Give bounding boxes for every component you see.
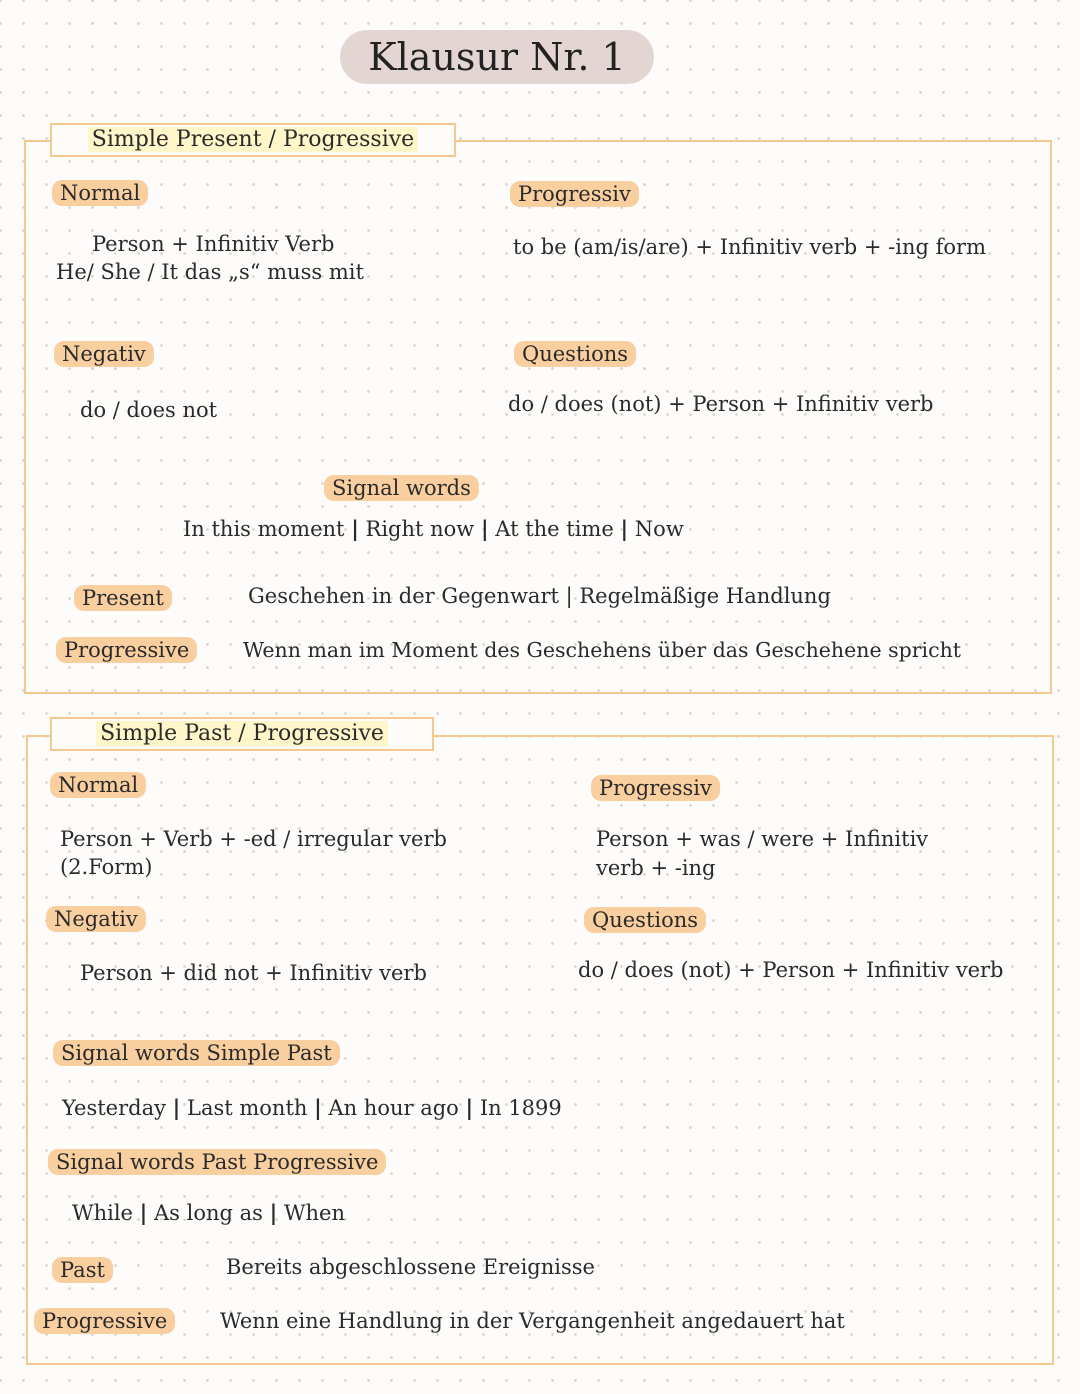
past-questions-label: Questions [584, 907, 706, 933]
past-negativ-rule: Person + did not + Infinitiv verb [80, 961, 427, 985]
signal-word: An hour ago [328, 1096, 459, 1120]
present-present-usage: Geschehen in der Gegenwart | Regelmäßige Handlung [248, 584, 831, 608]
present-negativ-rule: do / does not [80, 398, 218, 422]
past-prog-signal-label: Signal words Past Progressive [48, 1149, 386, 1175]
signal-word: Last month [187, 1096, 308, 1120]
section-past-heading: Simple Past / Progressive [96, 721, 388, 746]
signal-word: In this moment [183, 517, 345, 541]
signal-word: In 1899 [479, 1096, 562, 1120]
past-progressive-usage: Wenn eine Handlung in der Vergangenheit angedauert hat [220, 1309, 845, 1333]
signal-word: Now [634, 517, 684, 541]
present-negativ-label: Negativ [54, 341, 154, 367]
past-signal-label: Signal words Simple Past [53, 1040, 340, 1066]
past-progressive-label: Progressive [34, 1308, 175, 1334]
present-signal-words: In this moment | Right now | At the time | Now [183, 516, 684, 541]
section-past-tab [50, 717, 434, 751]
past-prog-signal-words: While | As long as | When [72, 1200, 345, 1225]
signal-word: Right now [365, 517, 475, 541]
past-past-usage: Bereits abgeschlossene Ereignisse [226, 1255, 595, 1279]
past-progressiv-rule: Person + was / were + Infinitiv [596, 827, 929, 851]
past-progressiv-label: Progressiv [591, 775, 720, 801]
present-progressiv-label: Progressiv [510, 181, 639, 207]
present-progressive-label: Progressive [56, 637, 197, 663]
present-questions-rule: do / does (not) + Person + Infinitiv verb [508, 392, 934, 416]
present-normal-rule: Person + Infinitiv Verb [92, 232, 335, 256]
present-progressiv-rule: to be (am/is/are) + Infinitiv verb + -ing form [513, 235, 987, 259]
past-progressiv-note: verb + -ing [596, 856, 716, 880]
past-normal-rule: Person + Verb + -ed / irregular verb [60, 827, 447, 851]
signal-word: When [283, 1201, 345, 1225]
page-title: Klausur Nr. 1 [340, 30, 654, 84]
signal-word: Yesterday [62, 1096, 166, 1120]
past-negativ-label: Negativ [46, 906, 146, 932]
past-normal-note: (2.Form) [60, 855, 153, 879]
past-questions-rule: do / does (not) + Person + Infinitiv verb [578, 958, 1004, 982]
past-normal-label: Normal [50, 772, 146, 798]
section-present-tab [50, 123, 456, 157]
present-progressive-usage: Wenn man im Moment des Geschehens über das Geschehene spricht [243, 638, 962, 662]
present-normal-label: Normal [52, 180, 148, 206]
present-questions-label: Questions [514, 341, 636, 367]
past-past-label: Past [52, 1257, 113, 1283]
signal-word: While [72, 1201, 133, 1225]
section-present-heading: Simple Present / Progressive [88, 127, 418, 152]
past-signal-words: Yesterday | Last month | An hour ago | In 1899 [62, 1095, 562, 1120]
signal-word: As long as [154, 1201, 263, 1225]
present-signal-label: Signal words [324, 475, 479, 501]
signal-word: At the time [495, 517, 614, 541]
present-present-label: Present [74, 585, 172, 611]
present-normal-note: He/ She / It das „s“ muss mit [56, 260, 364, 284]
